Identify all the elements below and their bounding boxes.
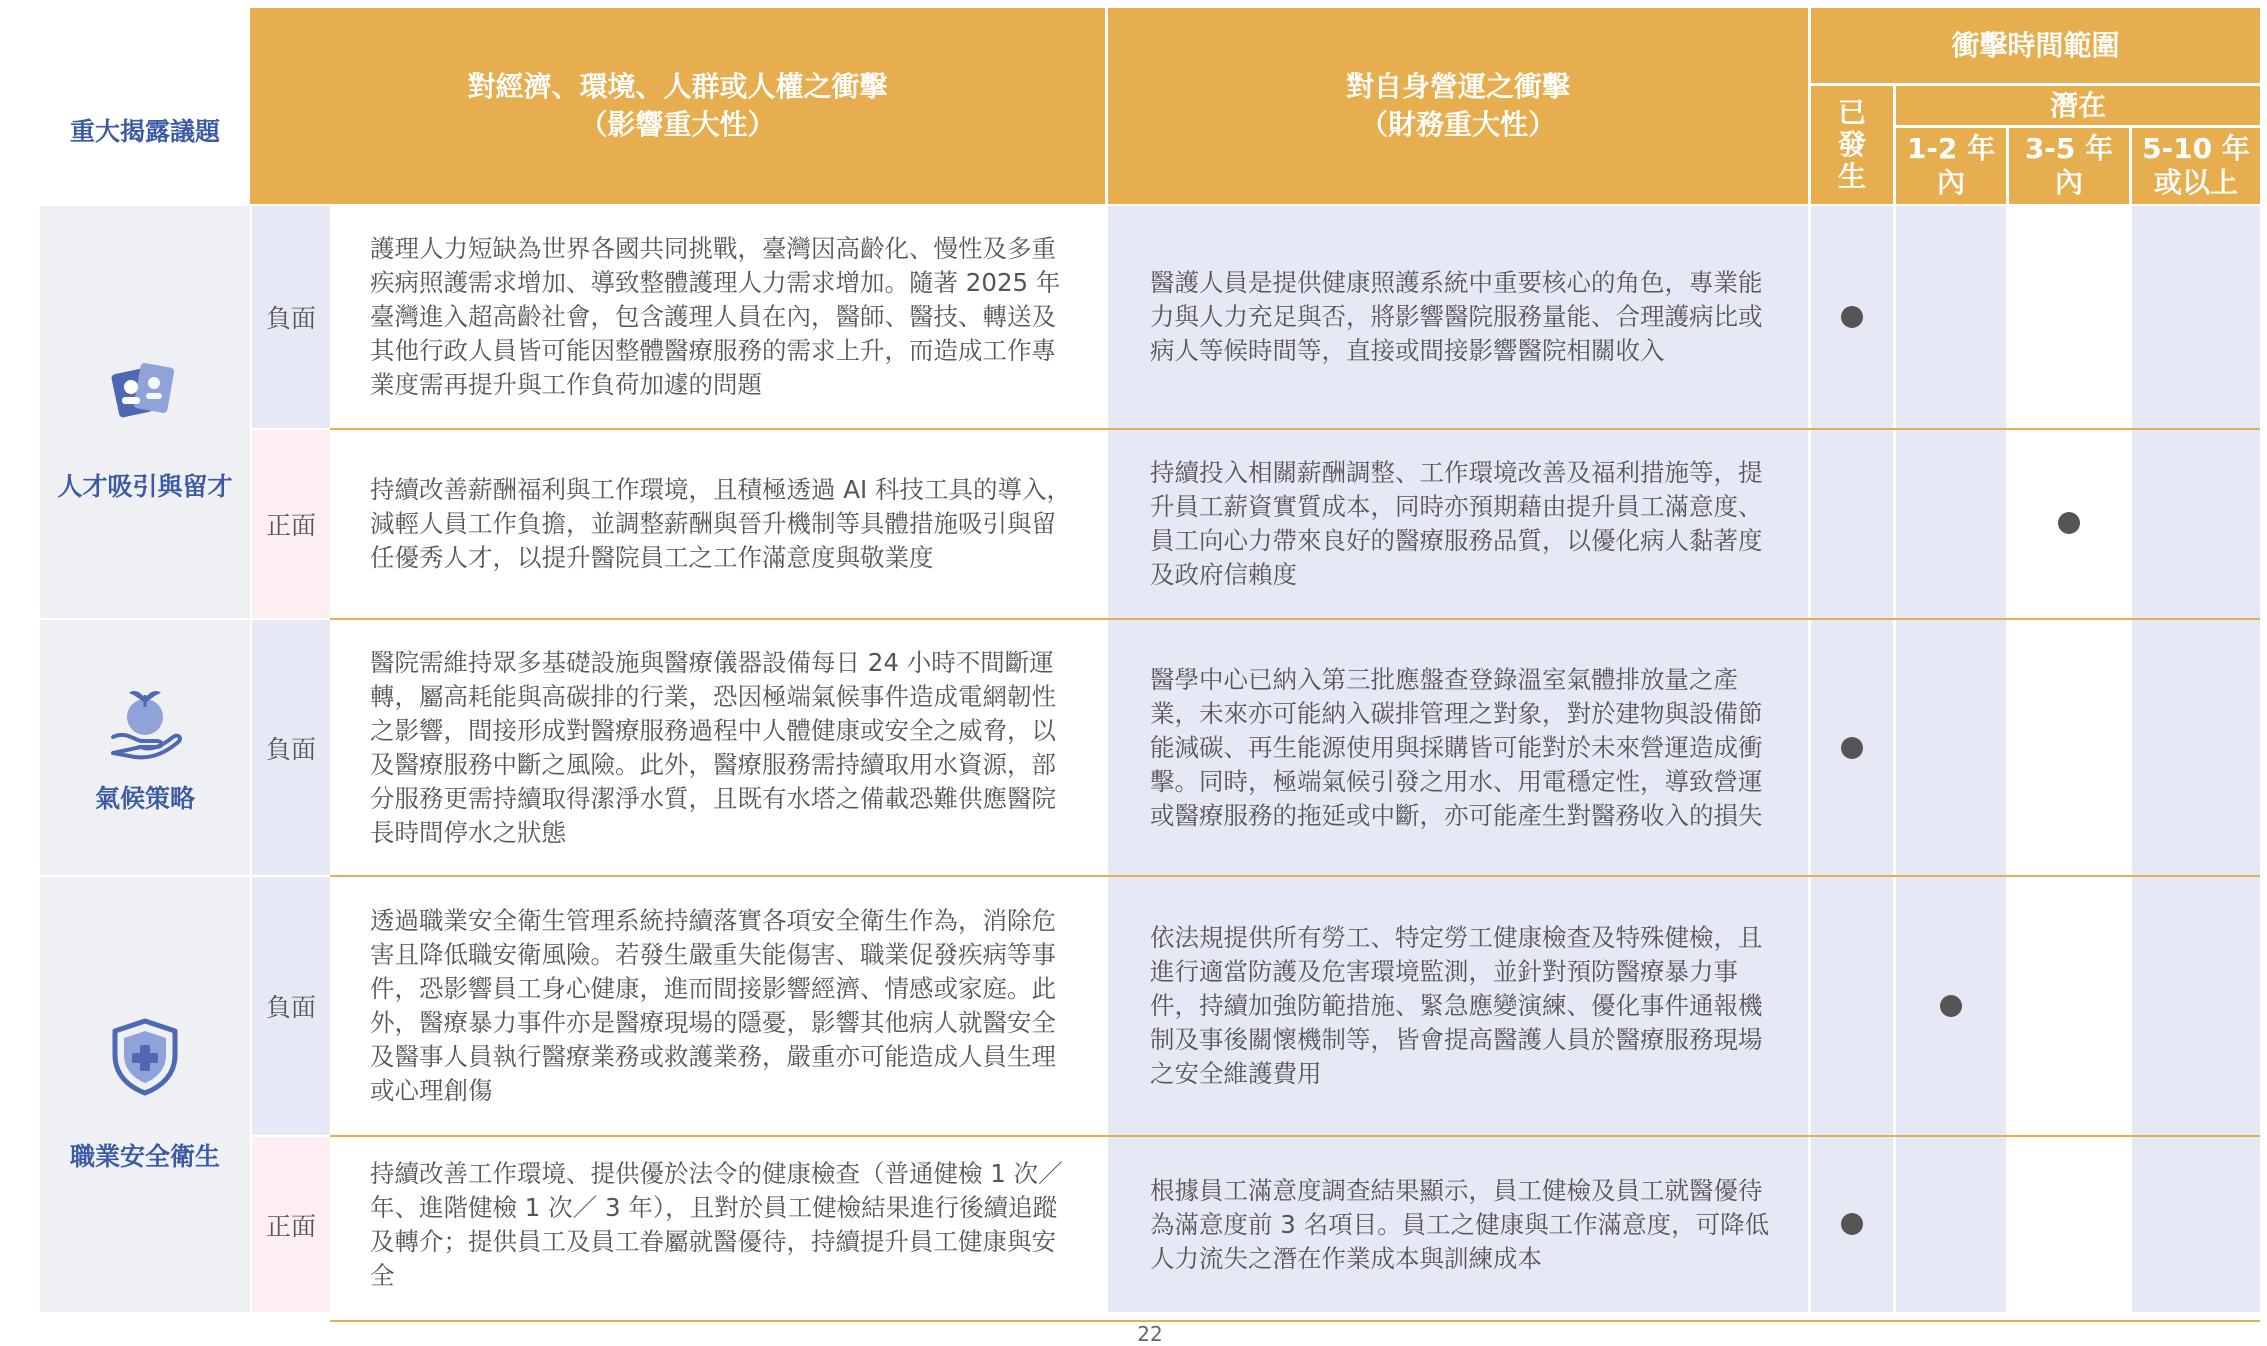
econ-impact-text: 護理人力短缺為世界各國共同挑戰，臺灣因高齡化、慢性及多重疾病照護需求增加、導致整體護理人力需求增加。隨著 2025 年臺灣進入超高齡社會，包含護理人員在內，醫師、醫技、轉送及其他行政人員皆可能因整體醫療服務的需求上升，而造成工作專業度需再提升與工作負荷加遽的問題	[370, 234, 1061, 399]
timing-3-5-header	[2009, 128, 2129, 204]
fin-impact-text: 依法規提供所有勞工、特定勞工健康檢查及特殊健檢，且進行適當防護及危害環境監測，並針對預防醫療暴力事件，持續加強防範措施、緊急應變演練、優化事件通報機制及事後關懷機制等，皆會提高醫護人員於醫療服務現場之安全維護費用	[1150, 923, 1763, 1088]
topic-ohs	[40, 877, 250, 1312]
timing-dot-occurred	[1841, 1213, 1863, 1235]
timing-1-2-header	[1896, 128, 2006, 204]
impact-type-cell	[252, 430, 330, 618]
timing-5-10-line2: 或以上	[2153, 166, 2238, 199]
fin-impact-header	[1108, 8, 1808, 204]
econ-impact-header	[250, 8, 1105, 204]
econ-impact-text: 持續改善工作環境、提供優於法令的健康檢查（普通健檢 1 次／年、進階健檢 1 次／ 3 年），且對於員工健檢結果進行後續追蹤及轉介；提供員工及員工眷屬就醫優待，持續提升員工健康與安全	[370, 1158, 1063, 1290]
timing-5-10-header	[2132, 128, 2260, 204]
timing-dot-3-5	[2058, 512, 2080, 534]
econ-impact-cell	[340, 206, 1105, 428]
impact-type-cell	[252, 620, 330, 875]
econ-impact-text: 透過職業安全衛生管理系統持續落實各項安全衛生作為，消除危害且降低職安衛風險。若發生嚴重失能傷害、職業促發疾病等事件，恐影響員工身心健康，進而間接影響經濟、情感或家庭。此外，醫療暴力事件亦是醫療現場的隱憂，影響其他病人就醫安全及醫事人員執行醫療業務或救護業務，嚴重亦可能造成人員生理或心理創傷	[370, 906, 1056, 1105]
impact-type-cell	[252, 877, 330, 1135]
fin-impact-cell	[1120, 206, 1808, 428]
timing-1-2-column	[1896, 206, 2006, 1312]
occurred-header-line2: 發	[1837, 128, 1866, 161]
fin-impact-text: 醫學中心已納入第三批應盤查登錄溫室氣體排放量之產業，未來亦可能納入碳排管理之對象，對於建物與設備節能減碳、再生能源使用與採購皆可能對於未來營運造成衝擊。同時，極端氣候引發之用水、用電穩定性，導致營運或醫療服務的拖延或中斷，亦可能產生對醫務收入的損失	[1150, 664, 1763, 830]
impact-type-label: 負面	[265, 304, 316, 333]
econ-impact-header-line2: （影響重大性）	[579, 108, 776, 141]
topic-ohs-label: 職業安全衛生	[69, 1141, 220, 1171]
timing-dot-occurred	[1841, 737, 1863, 759]
econ-impact-cell	[340, 620, 1105, 875]
topic-column-header	[40, 90, 250, 170]
timing-dot-1-2	[1940, 995, 1962, 1017]
impact-type-cell	[252, 206, 330, 428]
fin-impact-text: 醫護人員是提供健康照護系統中重要核心的角色，專業能力與人力充足與否，將影響醫院服務量能、合理護病比或病人等候時間等，直接或間接影響醫院相關收入	[1150, 268, 1763, 365]
timing-1-2-line1: 1-2 年	[1906, 132, 1996, 165]
topic-talent-label: 人才吸引與留才	[57, 472, 233, 501]
timing-5-10-column	[2132, 206, 2260, 1312]
occurred-header	[1811, 86, 1893, 204]
time-range-header-label: 衝擊時間範圍	[1951, 29, 2120, 62]
econ-impact-header-line1: 對經濟、環境、人群或人權之衝擊	[467, 70, 888, 103]
fin-impact-cell	[1120, 430, 1808, 618]
timing-3-5-line2: 內	[2054, 166, 2083, 199]
fin-impact-cell	[1120, 620, 1808, 875]
econ-impact-text: 醫院需維持眾多基礎設施與醫療儀器設備每日 24 小時不間斷運轉，屬高耗能與高碳排的行業，恐因極端氣候事件造成電網韌性之影響，間接形成對醫療服務過程中人體健康或安全之威脅，以及醫療服務中斷之風險。此外，醫療服務需持續取用水資源，部分服務更需持續取得潔淨水質，且既有水塔之備載恐難供應醫院長時間停水之狀態	[370, 647, 1056, 847]
occurred-header-line3: 生	[1837, 160, 1866, 193]
time-range-header	[1811, 8, 2260, 84]
impact-type-label: 負面	[265, 734, 316, 764]
impact-type-label: 負面	[265, 993, 316, 1022]
page-number: 22	[1137, 1322, 1163, 1346]
fin-impact-header-line1: 對自身營運之衝擊	[1345, 70, 1570, 103]
talent-cards-icon	[107, 351, 183, 427]
impact-type-cell	[252, 1137, 330, 1312]
econ-impact-cell	[340, 430, 1105, 618]
fin-impact-cell	[1120, 877, 1808, 1135]
occurred-header-line1: 已	[1837, 96, 1866, 129]
topic-column-header-label: 重大揭露議題	[69, 117, 220, 146]
topic-climate-label: 氣候策略	[94, 783, 195, 813]
econ-impact-cell	[340, 877, 1105, 1135]
shield-plus-icon	[109, 1017, 181, 1097]
fin-impact-text: 持續投入相關薪酬調整、工作環境改善及福利措施等，提升員工薪資實質成本，同時亦預期藉由提升員工滿意度、員工向心力帶來良好的醫療服務品質，以優化病人黏著度及政府信賴度	[1150, 458, 1763, 589]
timing-3-5-line1: 3-5 年	[2024, 132, 2114, 165]
potential-header-label: 潛在	[2049, 89, 2106, 122]
timing-3-5-column	[2009, 206, 2129, 1312]
econ-impact-text: 持續改善薪酬福利與工作環境，且積極透過 AI 科技工具的導入，減輕人員工作負擔，並調整薪酬與晉升機制等具體措施吸引與留任優秀人才，以提升醫院員工之工作滿意度與敬業度	[370, 475, 1072, 572]
timing-dot-occurred	[1841, 306, 1863, 328]
plant-hand-icon	[105, 681, 185, 765]
potential-header	[1896, 86, 2260, 126]
fin-impact-text: 根據員工滿意度調查結果顯示，員工健檢及員工就醫優待為滿意度前 3 名項目。員工之健康與工作滿意度，可降低人力流失之潛在作業成本與訓練成本	[1150, 1175, 1770, 1273]
impact-type-label: 正面	[265, 511, 316, 540]
topic-climate	[40, 620, 250, 875]
topic-talent	[40, 206, 250, 618]
fin-impact-cell	[1120, 1137, 1808, 1312]
timing-1-2-line2: 內	[1936, 166, 1965, 199]
fin-impact-header-line2: （財務重大性）	[1359, 108, 1556, 141]
occurred-column	[1811, 206, 1893, 1312]
timing-5-10-line1: 5-10 年	[2142, 132, 2250, 165]
econ-impact-cell	[340, 1137, 1105, 1312]
impact-type-label: 正面	[265, 1211, 316, 1241]
